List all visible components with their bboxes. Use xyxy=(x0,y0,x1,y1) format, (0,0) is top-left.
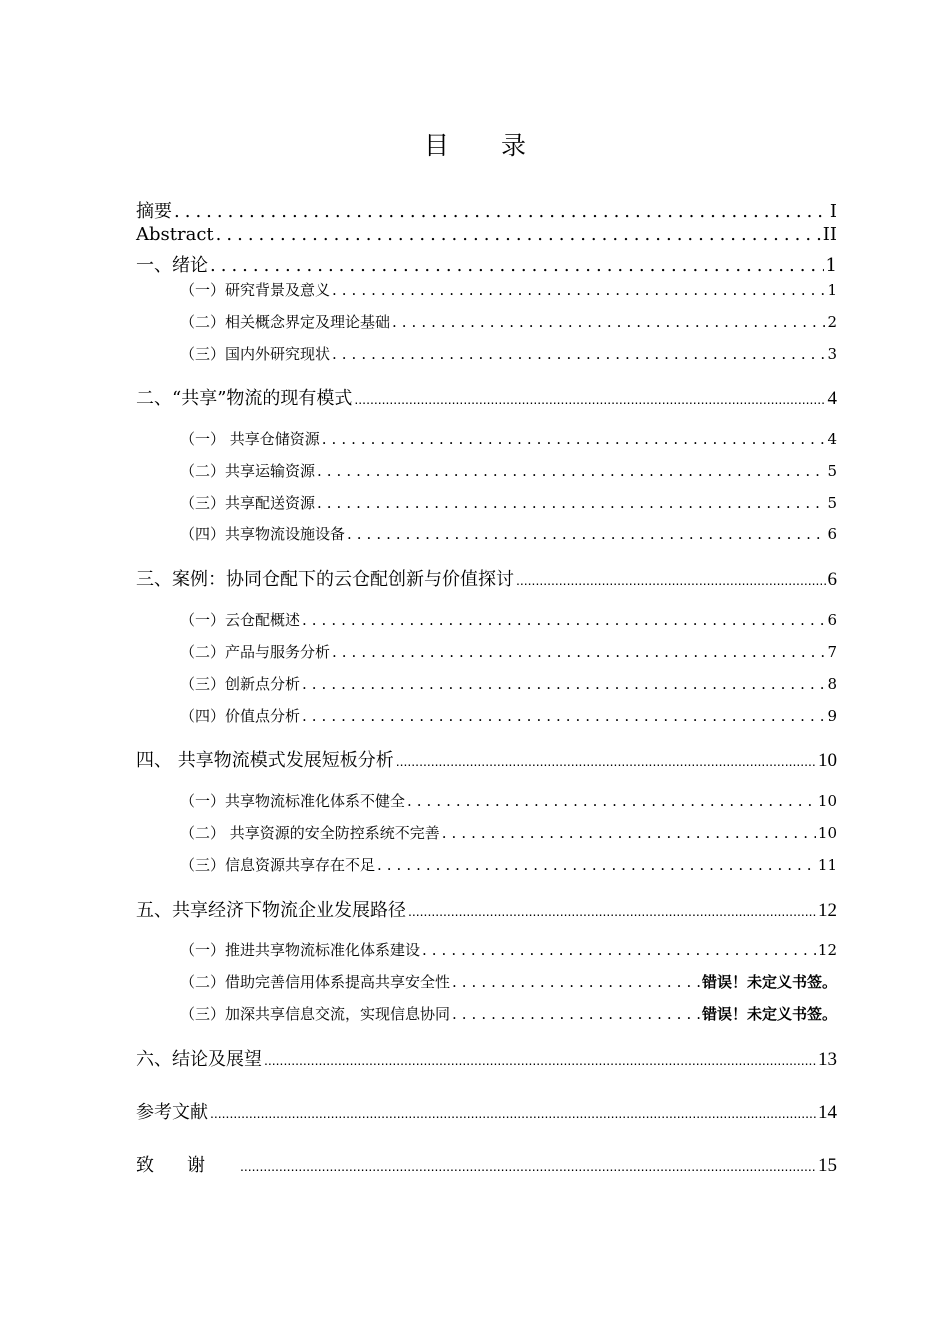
dot-leader xyxy=(452,973,700,991)
dot-leader xyxy=(317,494,825,512)
toc-entry-label: （二）产品与服务分析 xyxy=(180,643,331,661)
toc-entry[interactable] xyxy=(136,746,837,772)
dot-leader xyxy=(442,824,816,842)
toc-entry-page: 6 xyxy=(827,611,837,629)
toc-entry-label: （二）借助完善信用体系提高共享安全性 xyxy=(180,973,451,991)
toc-entry-page: 10 xyxy=(818,750,837,771)
toc-entry[interactable] xyxy=(136,224,837,245)
toc-entry[interactable] xyxy=(136,565,837,591)
dot-leader xyxy=(302,707,825,725)
toc-entry[interactable] xyxy=(180,971,837,992)
dot-leader xyxy=(516,572,826,588)
dot-leader xyxy=(392,313,825,331)
toc-entry-label: （三）国内外研究现状 xyxy=(180,345,331,363)
toc-entry-label: 五、共享经济下物流企业发展路径 xyxy=(136,900,406,921)
toc-entry-label: （四）价值点分析 xyxy=(180,707,301,725)
toc-entry[interactable] xyxy=(180,822,837,843)
dot-leader xyxy=(317,462,825,480)
toc-entry-label: 致谢 xyxy=(136,1155,238,1176)
toc-entry-label: （三）信息资源共享存在不足 xyxy=(180,856,376,874)
dot-leader xyxy=(354,391,825,407)
toc-entry-page: 10 xyxy=(817,792,837,810)
toc-entry-page: 6 xyxy=(827,525,837,543)
dot-leader xyxy=(408,903,816,919)
toc-entry[interactable] xyxy=(180,609,837,630)
dot-leader xyxy=(396,753,816,769)
toc-entry[interactable] xyxy=(180,673,837,694)
dot-leader xyxy=(377,856,816,874)
toc-entry[interactable] xyxy=(180,705,837,726)
dot-leader xyxy=(407,792,816,810)
toc-entry-page: 2 xyxy=(827,313,837,331)
bookmark-error: 错误！未定义书签。 xyxy=(701,973,837,991)
toc-entry[interactable] xyxy=(136,896,837,922)
toc-entry-label: （二） 共享资源的安全防控系统不完善 xyxy=(180,824,440,842)
toc-entry[interactable] xyxy=(136,197,837,223)
toc-entry[interactable] xyxy=(136,1045,837,1071)
toc-entry-page: 1 xyxy=(827,281,837,299)
toc-entry-label: （二）相关概念界定及理论基础 xyxy=(180,313,391,331)
toc-title: 目 录 xyxy=(424,131,548,160)
toc-entry[interactable] xyxy=(136,251,837,277)
toc-entry-label: Abstract xyxy=(136,224,214,245)
toc-entry[interactable] xyxy=(180,641,837,662)
toc-entry[interactable] xyxy=(136,384,837,410)
toc-entry-page: 7 xyxy=(827,643,837,661)
toc-entry[interactable] xyxy=(136,1151,837,1177)
dot-leader xyxy=(302,675,825,693)
dot-leader xyxy=(347,525,825,543)
toc-entry-label: （一）研究背景及意义 xyxy=(180,281,331,299)
toc-entry[interactable] xyxy=(136,1098,837,1124)
toc-entry-label: （二）共享运输资源 xyxy=(180,462,316,480)
toc-entry[interactable] xyxy=(180,460,837,481)
dot-leader xyxy=(240,1158,816,1174)
toc-entry-label: （三）创新点分析 xyxy=(180,675,301,693)
toc-entry-page: 9 xyxy=(827,707,837,725)
toc-entry[interactable] xyxy=(180,854,837,875)
toc-entry-page: I xyxy=(829,201,837,222)
toc-entry-label: 六、结论及展望 xyxy=(136,1049,262,1070)
toc-entry-label: （三）共享配送资源 xyxy=(180,494,316,512)
toc-entry-page: 6 xyxy=(827,569,837,590)
dot-leader xyxy=(216,224,821,245)
toc-entry-label: （一）云仓配概述 xyxy=(180,611,301,629)
dot-leader xyxy=(264,1052,816,1068)
toc-entry-label: （一）共享物流标准化体系不健全 xyxy=(180,792,406,810)
toc-entry-page: 8 xyxy=(827,675,837,693)
toc-entry-page: 3 xyxy=(827,345,837,363)
toc-entry-label: 参考文献 xyxy=(136,1102,208,1123)
toc-entry-page: 5 xyxy=(827,462,837,480)
toc-entry-page: 4 xyxy=(827,388,837,409)
toc-entry[interactable] xyxy=(180,343,837,364)
toc-entry-label: （三）加深共享信息交流，实现信息协同 xyxy=(180,1005,451,1023)
dot-leader xyxy=(332,345,825,363)
toc-entry-label: （一） 共享仓储资源 xyxy=(180,430,320,448)
toc-entry[interactable] xyxy=(180,492,837,513)
toc-entry[interactable] xyxy=(180,790,837,811)
toc-entry-label: 一、绪论 xyxy=(136,255,208,276)
toc-entry-page: 1 xyxy=(825,255,837,276)
dot-leader xyxy=(422,941,816,959)
toc-entry-page: 12 xyxy=(817,941,837,959)
toc-entry-page: 4 xyxy=(827,430,837,448)
toc-entry[interactable] xyxy=(180,1003,837,1024)
toc-entry-page: 10 xyxy=(817,824,837,842)
toc-entry-label: 摘要 xyxy=(136,201,172,222)
dot-leader xyxy=(452,1005,700,1023)
dot-leader xyxy=(332,643,825,661)
toc-entry-page: 12 xyxy=(818,900,837,921)
toc-entry-page: 14 xyxy=(818,1102,837,1123)
toc-entry-page: 5 xyxy=(827,494,837,512)
toc-entry-label: 四、 共享物流模式发展短板分析 xyxy=(136,750,394,771)
dot-leader xyxy=(302,611,825,629)
dot-leader xyxy=(332,281,825,299)
toc-entry[interactable] xyxy=(180,279,837,300)
toc-entry-label: （一）推进共享物流标准化体系建设 xyxy=(180,941,421,959)
toc-entry-page: 13 xyxy=(818,1049,837,1070)
dot-leader xyxy=(210,1105,816,1121)
bookmark-error: 错误！未定义书签。 xyxy=(701,1005,837,1023)
toc-entry-label: （四）共享物流设施设备 xyxy=(180,525,346,543)
toc-entry[interactable] xyxy=(180,311,837,332)
toc-entry[interactable] xyxy=(180,939,837,960)
dot-leader xyxy=(210,255,824,276)
toc-entry[interactable] xyxy=(180,428,837,449)
toc-entry[interactable] xyxy=(180,523,837,544)
toc-entry-label: 二、“共享”物流的现有模式 xyxy=(136,388,353,409)
toc-entry-page: II xyxy=(822,224,837,245)
toc-entry-label: 三、案例：协同仓配下的云仓配创新与价值探讨 xyxy=(136,569,514,590)
toc-entry-page: 11 xyxy=(817,856,837,874)
dot-leader xyxy=(174,201,828,222)
dot-leader xyxy=(322,430,826,448)
toc-entry-page: 15 xyxy=(818,1155,837,1176)
